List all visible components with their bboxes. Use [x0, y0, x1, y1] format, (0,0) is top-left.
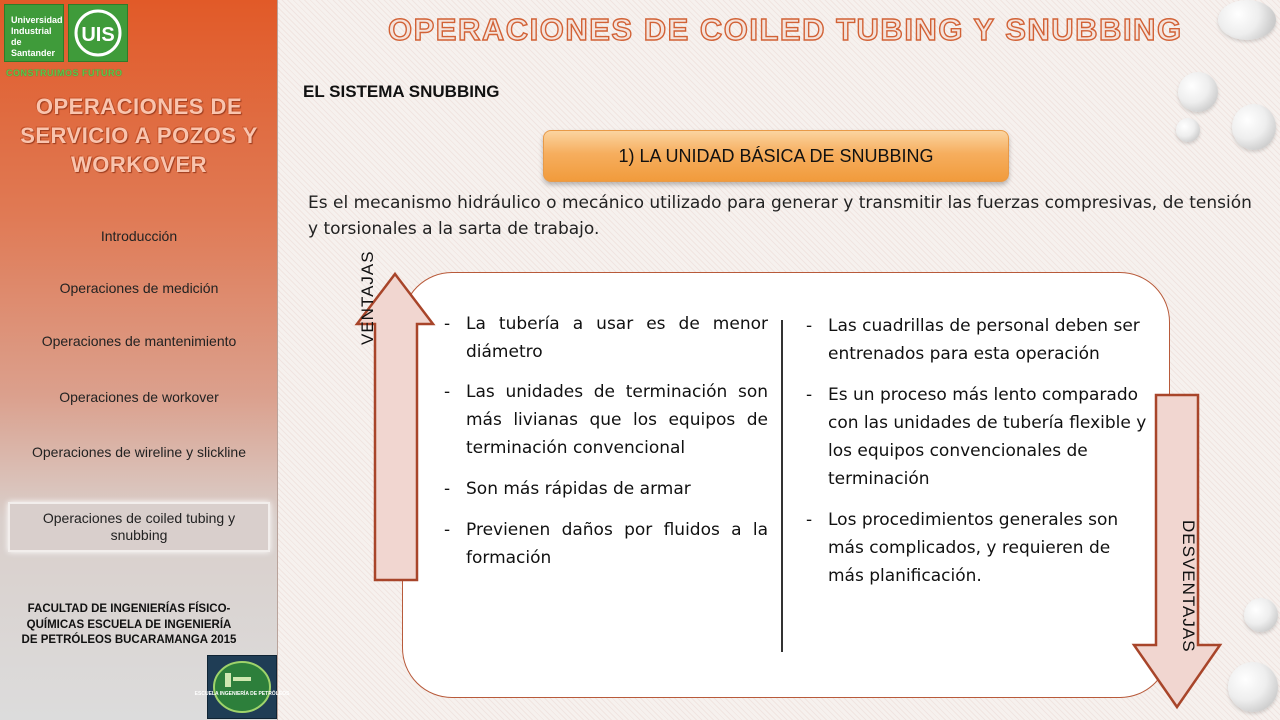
subtitle-text: 1) LA UNIDAD BÁSICA DE SNUBBING — [618, 145, 934, 166]
uis-monogram-text: UIS — [81, 24, 115, 46]
slogan: CONSTRUIMOS FUTURO — [6, 68, 123, 78]
school-logo — [194, 655, 290, 719]
decorative-bubble — [1232, 104, 1276, 150]
list-item: - Las unidades de terminación son más livianas que los equipos de terminación convencional — [444, 378, 768, 462]
sidebar-item-coiled-tubing[interactable]: Operaciones de coiled tubing y snubbing — [8, 502, 270, 552]
list-item: - La tubería a usar es de menor diámetro — [444, 310, 768, 366]
list-item: - Los procedimientos generales son más complicados, y requieren de más planificación. — [806, 506, 1148, 590]
list-item: - Las cuadrillas de personal deben ser entrenados para esta operación — [806, 312, 1148, 368]
list-item: - Son más rápidas de armar — [444, 475, 768, 503]
sidebar-item-introduccion[interactable]: Introducción — [100, 228, 178, 244]
subtitle-pill — [543, 130, 1009, 182]
sidebar — [0, 0, 290, 720]
decorative-bubble — [1228, 662, 1278, 712]
school-logo-text: ESCUELA INGENIERÍA DE PETRÓLEOS — [194, 691, 290, 697]
uis-monogram-logo — [68, 4, 128, 62]
decorative-bubble — [1218, 0, 1276, 40]
advantages-list — [444, 310, 768, 585]
sidebar-title: OPERACIONES DE SERVICIO A POZOS Y WORKOVER — [20, 94, 258, 177]
sidebar-item-mantenimiento[interactable]: Operaciones de mantenimiento — [41, 333, 237, 349]
university-logo — [4, 4, 64, 62]
sidebar-item-medicion[interactable]: Operaciones de medición — [59, 280, 219, 296]
decorative-bubble — [1178, 72, 1218, 112]
description-text: Es el mecanismo hidráulico o mecánico utilizado para generar y transmitir las fuerzas compresivas, de tensión y torsionales a la sarta de trabajo. — [308, 193, 1252, 239]
main-title: OPERACIONES DE COILED TUBING Y SNUBBING — [388, 12, 1183, 47]
faculty-text: FACULTAD DE INGENIERÍAS FÍSICO-QUÍMICAS ESCUELA DE INGENIERÍA DE PETRÓLEOS BUCARAMANGA 2015 — [21, 603, 237, 646]
decorative-bubble — [1176, 118, 1200, 142]
decorative-bubble — [1244, 598, 1278, 632]
sidebar-item-wireline[interactable]: Operaciones de wireline y slickline — [32, 444, 246, 460]
uis-monogram-icon — [73, 8, 123, 58]
sidebar-item-workover[interactable]: Operaciones de workover — [59, 389, 219, 405]
list-item: - Previenen daños por fluidos a la formación — [444, 516, 768, 572]
column-divider — [781, 320, 783, 652]
university-logo-text: Universidad Industrial de Santander — [11, 15, 63, 58]
disadvantages-list — [806, 312, 1148, 603]
list-item: - Es un proceso más lento comparado con las unidades de tubería flexible y los equipos convencionales de terminación — [806, 381, 1148, 493]
section-heading: EL SISTEMA SNUBBING — [303, 82, 500, 101]
school-logo-icon — [194, 659, 290, 715]
disadvantages-label: DESVENTAJAS — [1179, 520, 1198, 653]
advantages-label: VENTAJAS — [358, 250, 377, 345]
